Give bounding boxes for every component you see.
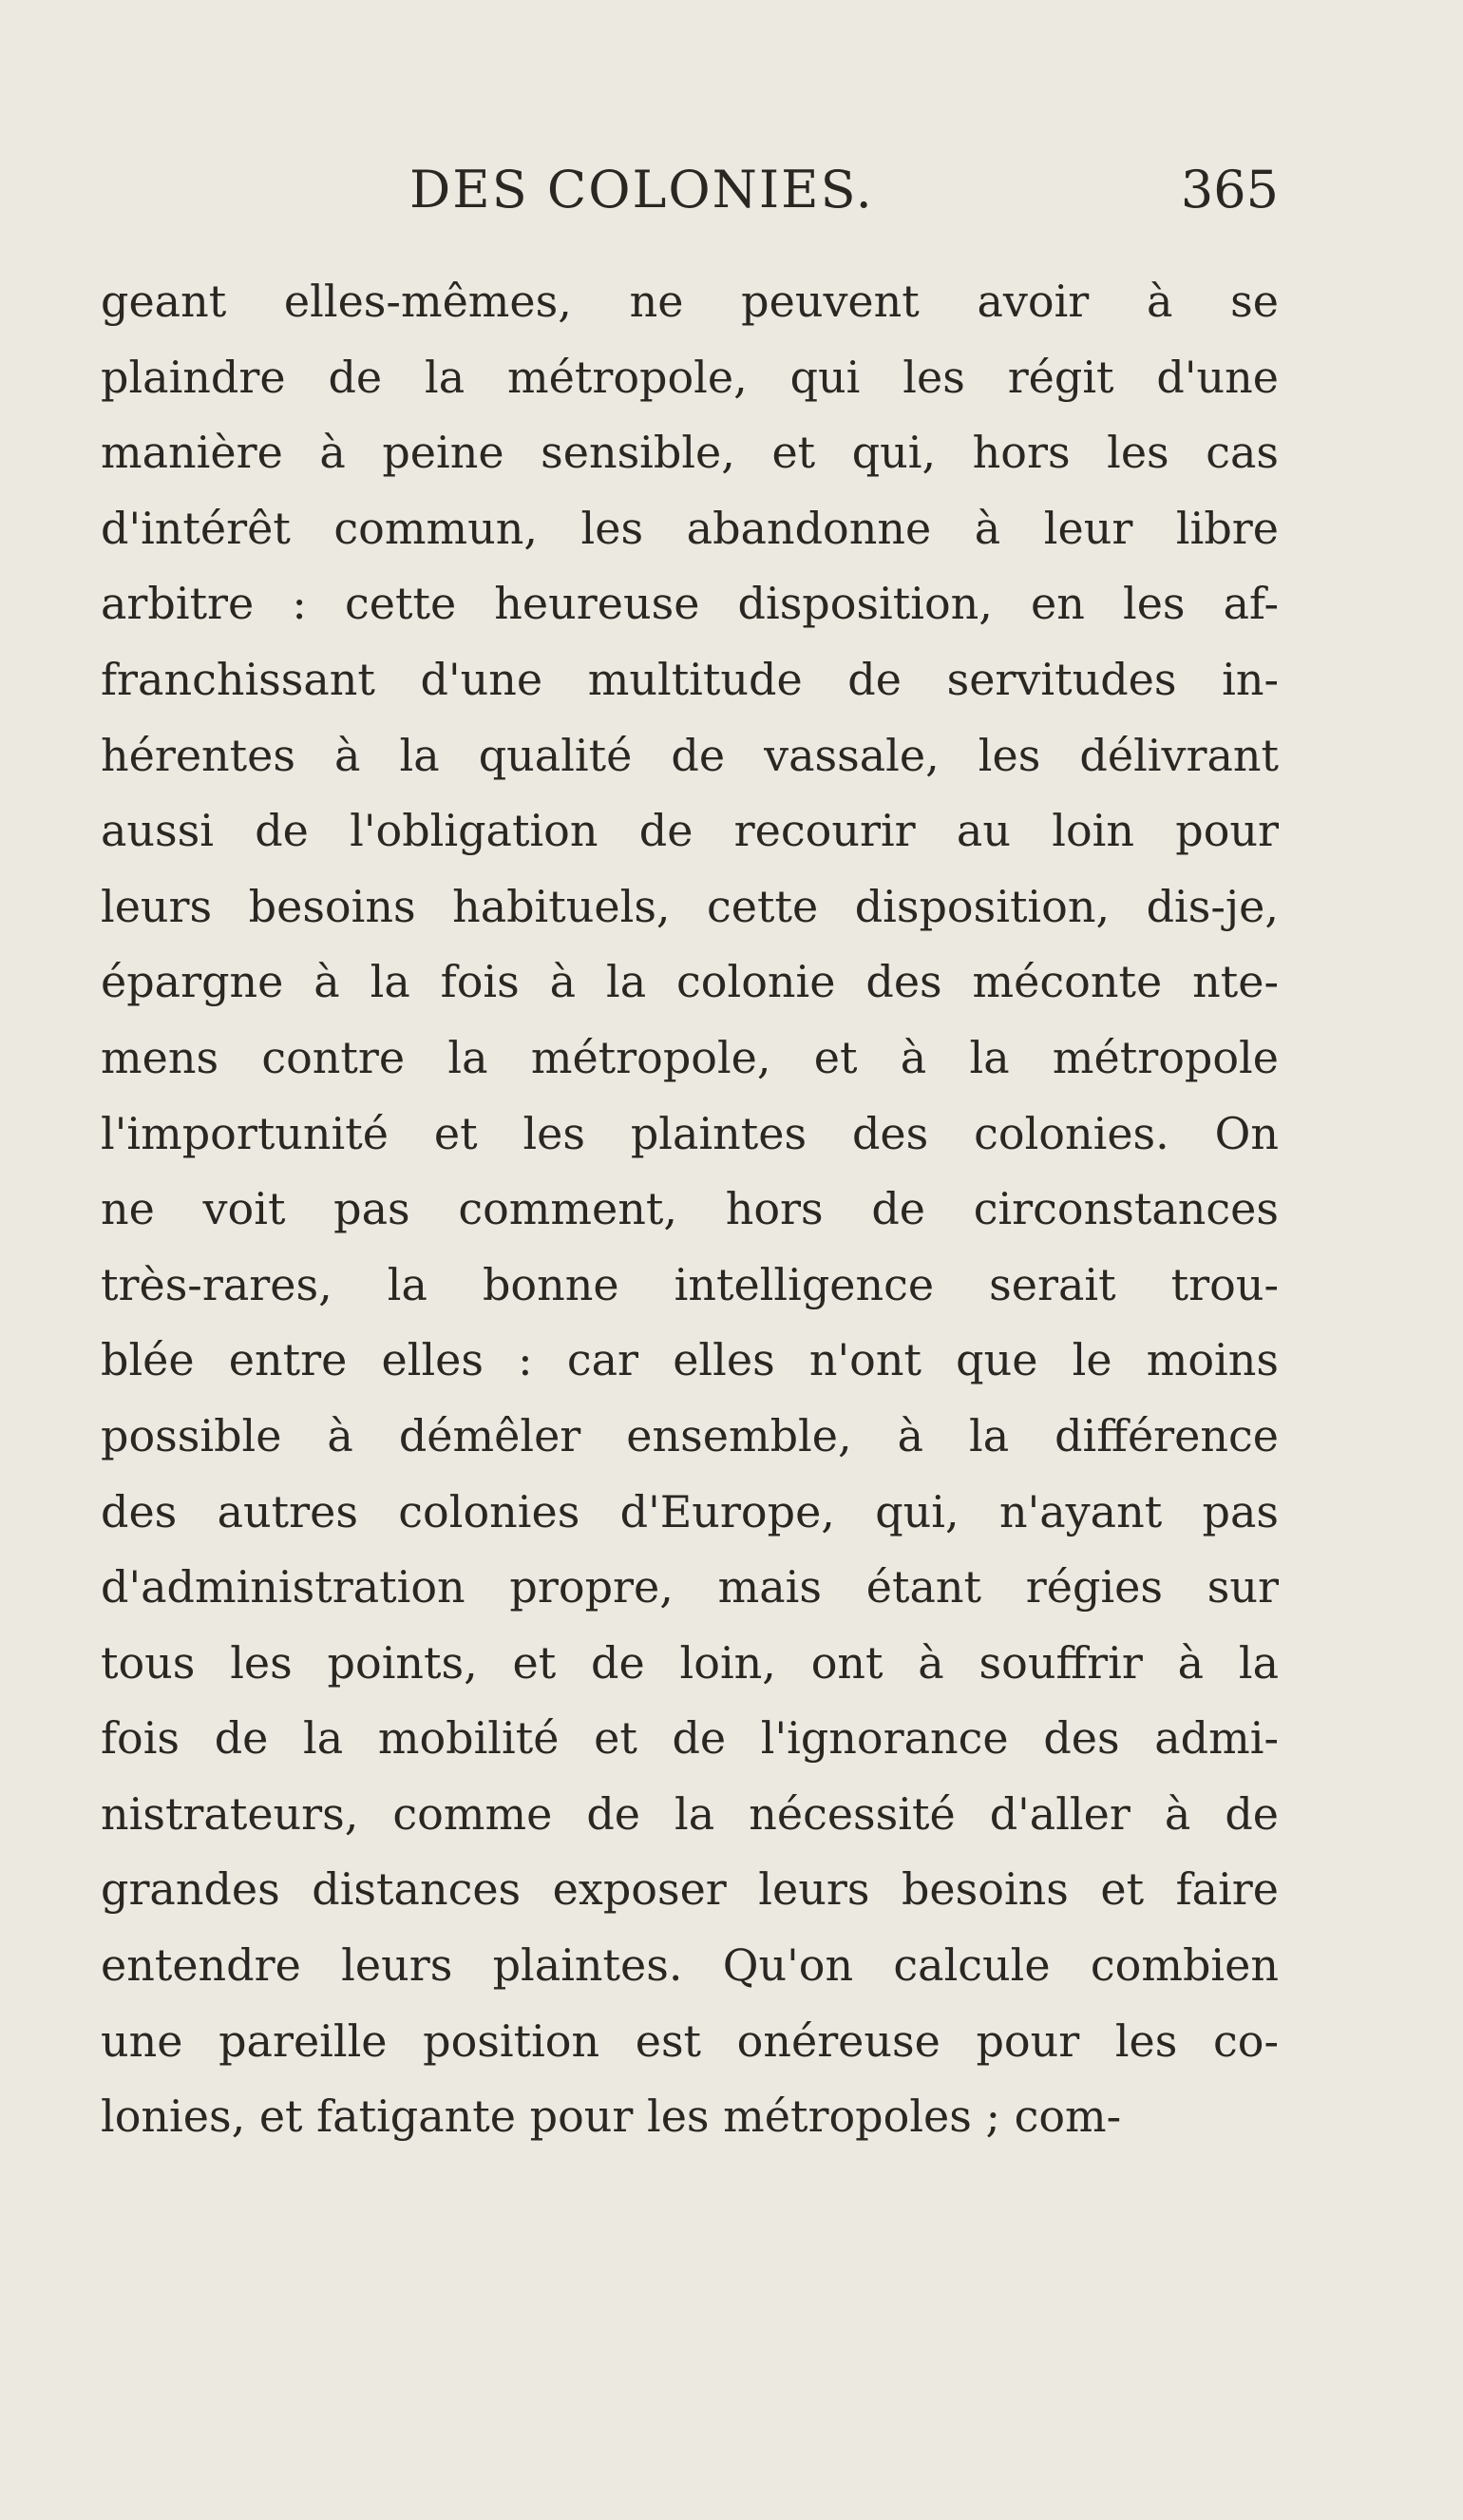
- text-line: arbitre : cette heureuse disposition, en les af-: [101, 578, 1279, 630]
- text-line: ne voit pas comment, hors de circonstances: [101, 1183, 1279, 1235]
- text-line: mens contre la métropole, et à la métropole: [101, 1031, 1279, 1083]
- text-line: une pareille position est onéreuse pour les co-: [101, 2014, 1279, 2067]
- page-header: [101, 157, 1279, 223]
- text-line: fois de la mobilité et de l'ignorance des admi-: [101, 1712, 1279, 1765]
- page-number: 365: [1180, 160, 1279, 220]
- text-line: leurs besoins habituels, cette disposition, dis-je,: [101, 880, 1279, 932]
- text-line: hérentes à la qualité de vassale, les délivrant: [101, 729, 1279, 781]
- text-line: aussi de l'obligation de recourir au loin pour: [101, 805, 1279, 857]
- text-line: blée entre elles : car elles n'ont que le moins: [101, 1334, 1279, 1386]
- text-line: d'administration propre, mais étant régies sur: [101, 1561, 1279, 1613]
- text-line: manière à peine sensible, et qui, hors les cas: [101, 427, 1279, 479]
- text-line: entendre leurs plaintes. Qu'on calcule combien: [101, 1939, 1279, 1992]
- text-line: des autres colonies d'Europe, qui, n'ayant pas: [101, 1485, 1279, 1537]
- text-line: l'importunité et les plaintes des colonies. On: [101, 1107, 1279, 1159]
- text-line: d'intérêt commun, les abandonne à leur libre: [101, 502, 1279, 554]
- text-line: geant elles-mêmes, ne peuvent avoir à se: [101, 276, 1279, 327]
- text-line: possible à démêler ensemble, à la différence: [101, 1409, 1279, 1461]
- body-text: [101, 264, 1279, 2155]
- running-head: DES COLONIES.: [409, 160, 874, 220]
- text-line: plaindre de la métropole, qui les régit d'une: [101, 351, 1279, 403]
- text-line: lonies, et fatigante pour les métropoles ; com-: [101, 2090, 1122, 2143]
- text-line: nistrateurs, comme de la nécessité d'aller à de: [101, 1787, 1279, 1840]
- text-line: épargne à la fois à la colonie des méconte nte-: [101, 956, 1279, 1008]
- text-line: grandes distances exposer leurs besoins et faire: [101, 1863, 1279, 1916]
- text-line: tous les points, et de loin, ont à souffrir à la: [101, 1636, 1279, 1689]
- text-line: très-rares, la bonne intelligence serait trou-: [101, 1258, 1279, 1310]
- text-line: franchissant d'une multitude de servitudes in-: [101, 653, 1279, 705]
